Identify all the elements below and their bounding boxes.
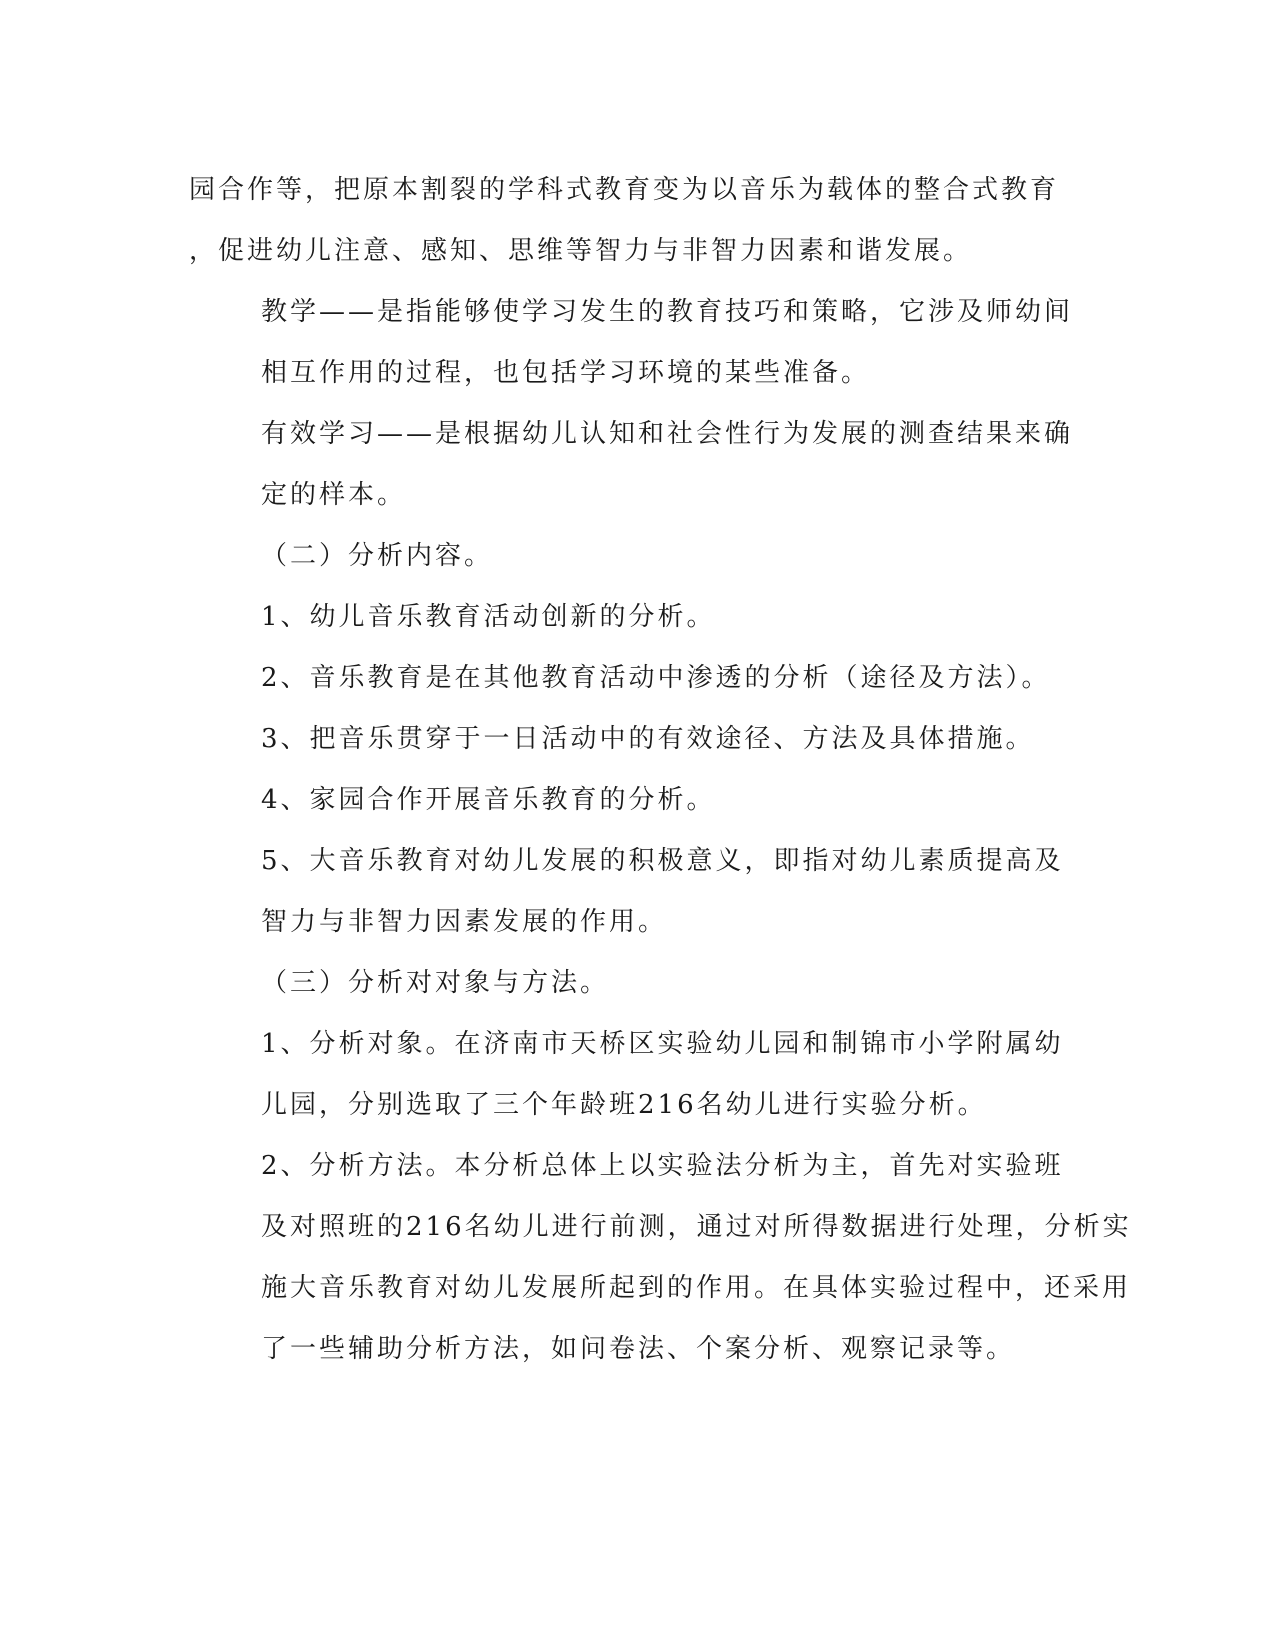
list-item-3 xyxy=(189,709,1069,770)
paragraph-analysis-methods xyxy=(189,1136,1132,1380)
text-line: 儿园，分别选取了三个年龄班216名幼儿进行实验分析。 xyxy=(261,1090,987,1120)
text-line: （二）分析内容。 xyxy=(261,541,494,571)
section-heading-analysis-content xyxy=(189,526,1069,587)
list-item-2 xyxy=(189,648,1069,709)
text-line: 定的样本。 xyxy=(261,480,407,510)
text-line: 5、大音乐教育对幼儿发展的积极意义，即指对幼儿素质提高及 xyxy=(261,846,1064,876)
paragraph-analysis-objects xyxy=(189,1014,1069,1136)
document-body xyxy=(189,160,1132,1380)
text-line: 2、分析方法。本分析总体上以实验法分析为主，首先对实验班 xyxy=(261,1151,1064,1181)
text-line: 智力与非智力因素发展的作用。 xyxy=(261,907,668,937)
paragraph-integration xyxy=(189,160,1069,282)
text-line: 有效学习——是根据幼儿认知和社会性行为发展的测查结果来确 xyxy=(261,419,1074,449)
list-item-1 xyxy=(189,587,1069,648)
text-line: （三）分析对对象与方法。 xyxy=(261,968,610,998)
text-line: 2、音乐教育是在其他教育活动中渗透的分析（途径及方法）。 xyxy=(261,663,1051,693)
paragraph-effective-learning xyxy=(189,404,1074,526)
list-item-4 xyxy=(189,770,1069,831)
text-line: 相互作用的过程，也包括学习环境的某些准备。 xyxy=(261,358,871,388)
text-line: 了一些辅助分析方法，如问卷法、个案分析、观察记录等。 xyxy=(261,1334,1016,1364)
text-line: 3、把音乐贯穿于一日活动中的有效途径、方法及具体措施。 xyxy=(261,724,1035,754)
text-line: 教学——是指能够使学习发生的教育技巧和策略，它涉及师幼间 xyxy=(261,297,1074,327)
section-heading-objects-methods xyxy=(189,953,1069,1014)
text-line: 4、家园合作开展音乐教育的分析。 xyxy=(261,785,716,815)
text-line: 及对照班的216名幼儿进行前测，通过对所得数据进行处理，分析实 xyxy=(261,1212,1132,1242)
text-line: 1、幼儿音乐教育活动创新的分析。 xyxy=(261,602,716,632)
list-item-5 xyxy=(189,831,1069,953)
text-line: 施大音乐教育对幼儿发展所起到的作用。在具体实验过程中，还采用 xyxy=(261,1273,1132,1303)
text-line: 1、分析对象。在济南市天桥区实验幼儿园和制锦市小学附属幼 xyxy=(261,1029,1064,1059)
paragraph-teaching-definition xyxy=(189,282,1074,404)
text-line: ，促进幼儿注意、感知、思维等智力与非智力因素和谐发展。 xyxy=(189,236,973,266)
text-line: 园合作等，把原本割裂的学科式教育变为以音乐为载体的整合式教育 xyxy=(189,175,1060,205)
